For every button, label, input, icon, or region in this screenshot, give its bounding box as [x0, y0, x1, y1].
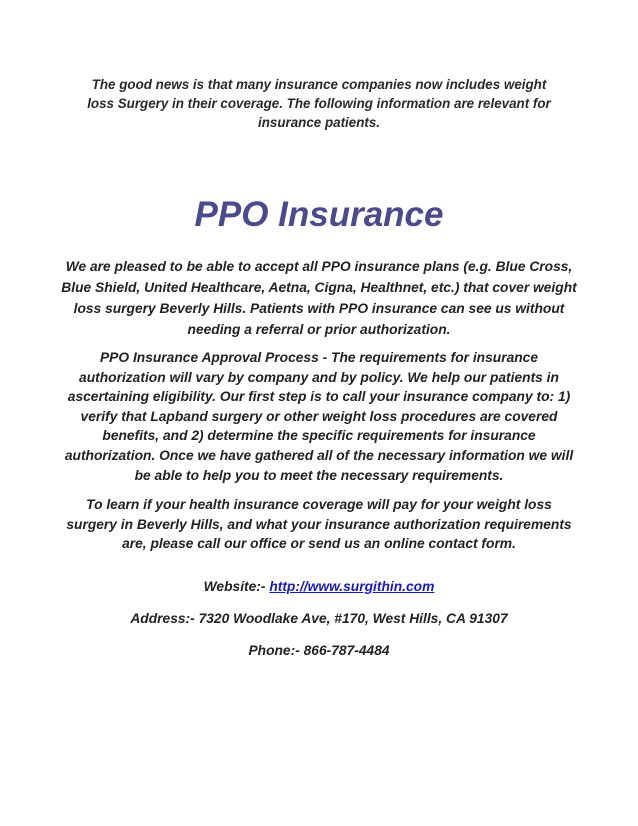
- address-line: Address:- 7320 Woodlake Ave, #170, West Hills, CA 91307: [130, 611, 508, 626]
- learn-more-paragraph: To learn if your health insurance coverage will pay for your weight loss surgery in Beverly Hills, and what your insurance authorization requirements are, please call our office or send us an online contact form.: [66, 497, 572, 552]
- phone-line: Phone:- 866-787-4484: [248, 643, 390, 658]
- website-label: Website:-: [203, 579, 270, 594]
- intro-paragraph: The good news is that many insurance companies now includes weight loss Surgery in their coverage. The following information are relevant for insurance patients.: [87, 77, 551, 130]
- page-title: PPO Insurance: [194, 195, 444, 234]
- website-line: [60, 577, 578, 597]
- website-link[interactable]: http://www.surgithin.com: [269, 579, 435, 594]
- approval-process-paragraph: PPO Insurance Approval Process - The requirements for insurance authorization will vary by company and by policy. We help our patients in ascertaining eligibility. Our first step is to call your insurance company to: 1) verify that Lapband surgery or other weight loss procedures are covered benefits, and 2) determine the specific requirements for insurance authorization. Once we have gathered all of the necessary information we will be able to help you to meet the necessary requirements.: [64, 350, 574, 483]
- ppo-plans-paragraph: We are pleased to be able to accept all PPO insurance plans (e.g. Blue Cross, Blue Shield, United Healthcare, Aetna, Cigna, Healthnet, etc.) that cover weight loss surgery Beverly Hills. Patients with PPO insurance can see us without needing a referral or prior authorization.: [61, 259, 577, 337]
